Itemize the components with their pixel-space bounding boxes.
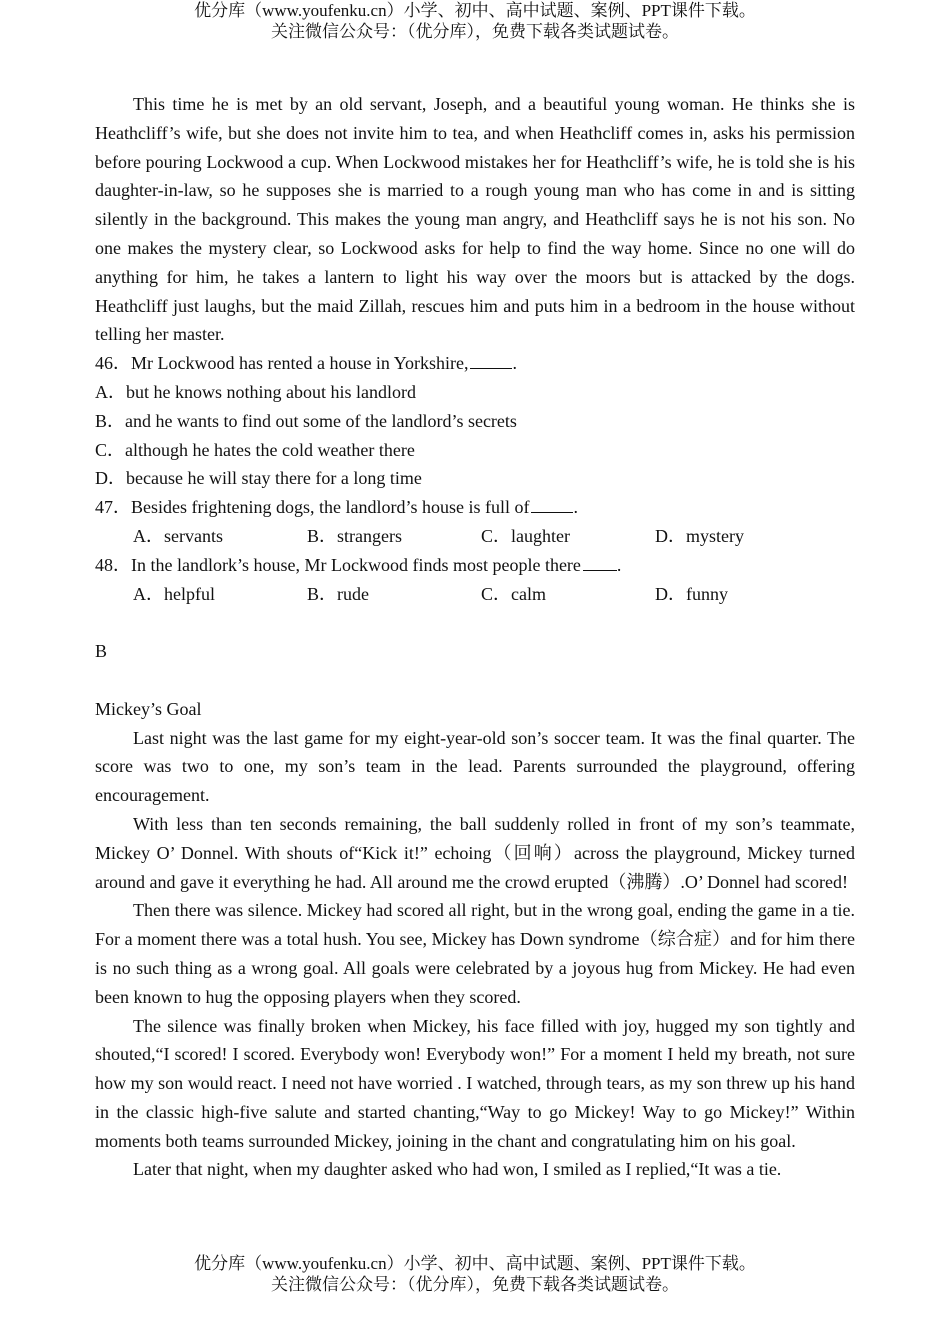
question-47-option-b: B．strangers (307, 525, 402, 546)
question-46-option-b: B．and he wants to find out some of the landlord’s secrets (95, 410, 517, 431)
passage-a-paragraph: This time he is met by an old servant, Joseph, and a beautiful young woman. He thinks she is Heathcliff’s wife, but she does not invite him to tea, and when Heathcliff comes in, asks his permission before pouring Lockwood a cup. When Lockwood mistakes her for Heathcliff’s wife, he is told she is his daughter-in-law, so he supposes she is married to a rough young man who has come in and is sitting silently in the background. This makes the young man angry, and Heathcliff says he is not his son. No one makes the mystery clear, so Lockwood asks for help to find the way home. Since no one will do anything for him, he takes a lantern to light his way over the moors but is attacked by the dogs. Heathcliff just laughs, but the maid Zillah, rescues him and puts him in a bedroom in the house without telling her master. (95, 94, 855, 345)
section-b-paragraph-3: Then there was silence. Mickey had scored all right, but in the wrong goal, ending the game in a tie. For a moment there was a total hush. You see, Mickey has Down syndrome（综合症）and for him there is no such thing as a wrong goal. All goals were celebrated by a joyous hug from Mickey. He had even been known to hug the opposing players when they scored. (95, 900, 855, 1007)
question-48-option-a: A．helpful (133, 583, 215, 604)
header-line-1: 优分库（www.youfenku.cn）小学、初中、高中试题、案例、PPT课件下载。 (194, 1, 756, 20)
footer-line-2: 关注微信公众号：（优分库），免费下载各类试题试卷。 (271, 1275, 679, 1294)
page-header (0, 0, 950, 42)
question-47: 47．Besides frightening dogs, the landlord’s house is full of . (95, 497, 578, 518)
answer-blank (531, 496, 573, 513)
question-47-stem: 47．Besides frightening dogs, the landlord’s house is full of (95, 497, 530, 518)
document-body (95, 90, 855, 1184)
question-48-option-b: B．rude (307, 583, 369, 604)
question-48-stem: 48．In the landlork’s house, Mr Lockwood finds most people there (95, 554, 581, 575)
question-46-option-c: C．although he hates the cold weather there (95, 439, 415, 460)
answer-blank (470, 352, 512, 369)
question-46-option-d: D．because he will stay there for a long time (95, 468, 422, 489)
question-47-option-d: D．mystery (655, 525, 744, 546)
question-48-option-d: D．funny (655, 583, 728, 604)
header-line-2: 关注微信公众号：（优分库），免费下载各类试题试卷。 (271, 22, 679, 41)
footer-line-1: 优分库（www.youfenku.cn）小学、初中、高中试题、案例、PPT课件下载。 (194, 1254, 756, 1273)
section-b-label: B (95, 641, 108, 662)
question-46-stem: 46．Mr Lockwood has rented a house in Yorkshire, (95, 353, 469, 374)
question-48: 48．In the landlork’s house, Mr Lockwood finds most people there . (95, 554, 622, 575)
section-b-paragraph-1: Last night was the last game for my eight-year-old son’s soccer team. It was the final quarter. The score was two to one, my son’s team in the lead. Parents surrounded the playground, offering encouragement. (95, 727, 855, 806)
section-b-title: Mickey’s Goal (95, 698, 202, 719)
section-b-paragraph-2: With less than ten seconds remaining, the ball suddenly rolled in front of my son’s teammate, Mickey O’ Donnel. With shouts of“Kick it!” echoing（回响）across the playground, Mickey turned around and gave it everything he had. All around me the crowd erupted（沸腾）.O’ Donnel had scored! (95, 813, 855, 892)
question-46: 46．Mr Lockwood has rented a house in Yorkshire, . (95, 353, 517, 374)
section-b-paragraph-4: The silence was finally broken when Mickey, his face filled with joy, hugged my son tightly and shouted,“I scored! I scored. Everybody won! Everybody won!” For a moment I held my breath, not sure how my son would react. I need not have worried . I watched, through tears, as my son threw up his hand in the classic high-five salute and started chanting,“Way to go Mickey! Way to go Mickey!” Within moments both teams surrounded Mickey, joining in the chant and congratulating him on his goal. (95, 1015, 855, 1151)
question-47-option-a: A．servants (133, 525, 223, 546)
section-b-paragraph-5: Later that night, when my daughter asked who had won, I smiled as I replied,“It was a tie. (133, 1159, 782, 1180)
answer-blank (583, 554, 617, 571)
question-47-options (133, 522, 855, 551)
question-46-option-a: A．but he knows nothing about his landlord (95, 381, 416, 402)
question-47-option-c: C．laughter (481, 525, 570, 546)
page-footer (0, 1253, 950, 1295)
question-48-options (133, 580, 855, 609)
question-48-option-c: C．calm (481, 583, 546, 604)
